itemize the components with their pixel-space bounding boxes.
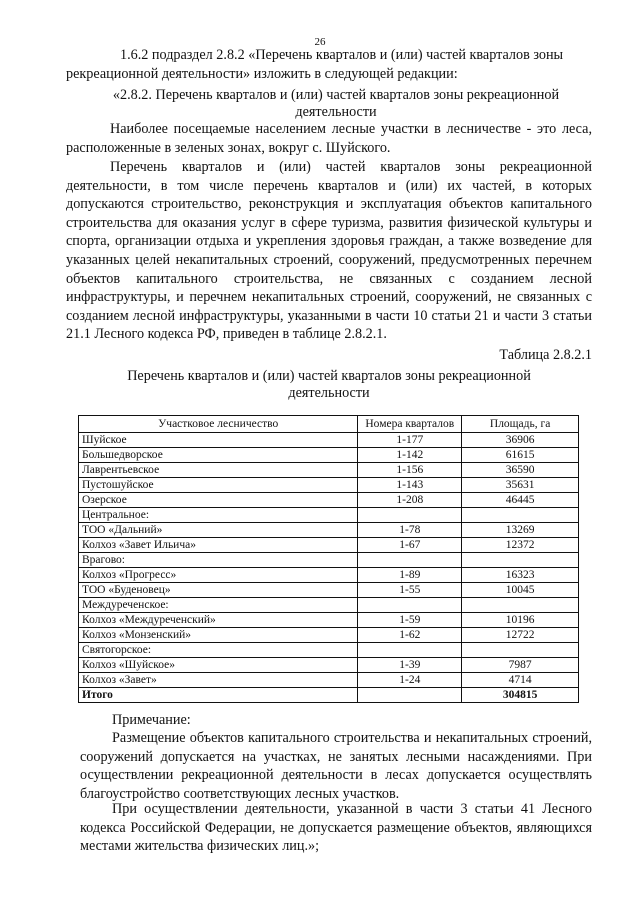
cell-forestry: Колхоз «Междуреченский»: [79, 613, 358, 628]
cell-quarters: 1-62: [358, 628, 462, 643]
table-row: [79, 568, 579, 583]
cell-quarters: [358, 553, 462, 568]
cell-area: 36590: [462, 463, 579, 478]
cell-quarters: 1-39: [358, 658, 462, 673]
header-quarters: Номера кварталов: [358, 416, 462, 433]
table-title: Перечень кварталов и (или) частей кварталов зоны рекреационной: [127, 368, 531, 384]
cell-forestry: Колхоз «Монзенский»: [79, 628, 358, 643]
paragraph-quarter-list: Перечень кварталов и (или) частей кварталов зоны рекреационной деятельности, в том числе перечень кварталов и (или) их частей, в которых допускаются строительство, реконструкция и эксплуатация объектов капитального строительства для оказания услуг в сфере туризма, развития физической культуры и спорта, организации отдыха и укрепления здоровья граждан, а также возведение для указанных целей некапитальных строений, сооружений, предусмотренных перечнем объектов капитального строительства, не связанных с созданием лесной инфраструктуры, и перечнем некапитальных строений, сооружений, не связанных с созданием лесной инфраструктуры, указанными в части 10 статьи 21 и части 3 статьи 21.1 Лесного кодекса РФ, приведен в таблице 2.8.2.1.: [66, 159, 592, 343]
cell-forestry: Пустошуйское: [79, 478, 358, 493]
table-header-row: [79, 416, 579, 433]
header-area: Площадь, га: [462, 416, 579, 433]
cell-quarters: 1-67: [358, 538, 462, 553]
table-total-row: [79, 688, 579, 703]
cell-forestry: Колхоз «Прогресс»: [79, 568, 358, 583]
cell-area: [462, 643, 579, 658]
note-text: Размещение объектов капитального строительства и некапитальных строений, сооружений допускается на участках, не занятых лесными насаждениями. При осуществлении рекреационной деятельности в лесах допускается осуществлять благоустройство соответствующих лесных участков.: [80, 730, 592, 802]
recreation-zone-table: [78, 415, 579, 703]
table-row: [79, 628, 579, 643]
cell-area: 304815: [462, 688, 579, 703]
table-section-row: [79, 598, 579, 613]
note-label: Примечание:: [112, 712, 191, 728]
cell-forestry: Колхоз «Завет Ильича»: [79, 538, 358, 553]
cell-area: 16323: [462, 568, 579, 583]
cell-area: 36906: [462, 433, 579, 448]
final-paragraph: При осуществлении деятельности, указанной в части 3 статьи 41 Лесного кодекса Российской Федерации, не допускается размещение объектов, являющихся местами жительства физических лиц.»;: [80, 801, 592, 855]
cell-area: 35631: [462, 478, 579, 493]
cell-forestry: ТОО «Буденовец»: [79, 583, 358, 598]
cell-quarters: 1-89: [358, 568, 462, 583]
cell-quarters: [358, 643, 462, 658]
cell-area: 10196: [462, 613, 579, 628]
table-row: [79, 613, 579, 628]
cell-forestry: Междуреченское:: [79, 598, 358, 613]
cell-quarters: 1-208: [358, 493, 462, 508]
cell-quarters: 1-143: [358, 478, 462, 493]
intro-line-1: 1.6.2 подраздел 2.8.2 «Перечень кварталов и (или) частей кварталов зоны: [120, 47, 564, 63]
cell-quarters: [358, 688, 462, 703]
cell-forestry: Колхоз «Шуйское»: [79, 658, 358, 673]
intro-line-2: рекреационной деятельности» изложить в следующей редакции:: [66, 66, 458, 82]
table-row: [79, 478, 579, 493]
cell-quarters: 1-78: [358, 523, 462, 538]
cell-forestry: Врагово:: [79, 553, 358, 568]
table-section-row: [79, 643, 579, 658]
cell-area: 61615: [462, 448, 579, 463]
cell-forestry: Озерское: [79, 493, 358, 508]
cell-forestry: Центральное:: [79, 508, 358, 523]
cell-forestry: Большедворское: [79, 448, 358, 463]
section-heading-cont: деятельности: [295, 104, 377, 120]
table-section-row: [79, 553, 579, 568]
cell-quarters: [358, 598, 462, 613]
cell-quarters: 1-59: [358, 613, 462, 628]
table-row: [79, 673, 579, 688]
table-row: [79, 538, 579, 553]
table-title-cont: деятельности: [288, 385, 370, 401]
cell-forestry: Итого: [79, 688, 358, 703]
cell-area: [462, 598, 579, 613]
cell-area: 46445: [462, 493, 579, 508]
cell-forestry: Шуйское: [79, 433, 358, 448]
table-row: [79, 493, 579, 508]
cell-area: 7987: [462, 658, 579, 673]
cell-quarters: 1-142: [358, 448, 462, 463]
cell-quarters: 1-24: [358, 673, 462, 688]
cell-quarters: 1-177: [358, 433, 462, 448]
cell-area: 10045: [462, 583, 579, 598]
cell-quarters: 1-55: [358, 583, 462, 598]
paragraph-visited-forests: Наиболее посещаемые населением лесные участки в лесничестве - это леса, расположенные в зеленых зонах, вокруг с. Шуйского.: [66, 121, 592, 156]
table-row: [79, 463, 579, 478]
cell-area: [462, 553, 579, 568]
cell-quarters: 1-156: [358, 463, 462, 478]
cell-forestry: ТОО «Дальний»: [79, 523, 358, 538]
header-forestry: Участковое лесничество: [79, 416, 358, 433]
cell-forestry: Колхоз «Завет»: [79, 673, 358, 688]
cell-forestry: Лаврентьевское: [79, 463, 358, 478]
cell-area: 4714: [462, 673, 579, 688]
cell-area: 13269: [462, 523, 579, 538]
cell-area: [462, 508, 579, 523]
section-heading: «2.8.2. Перечень кварталов и (или) частей кварталов зоны рекреационной: [112, 87, 560, 103]
cell-area: 12722: [462, 628, 579, 643]
table-row: [79, 583, 579, 598]
table-label: Таблица 2.8.2.1: [499, 347, 592, 363]
table-section-row: [79, 508, 579, 523]
cell-quarters: [358, 508, 462, 523]
table-row: [79, 448, 579, 463]
table-row: [79, 658, 579, 673]
cell-forestry: Святогорское:: [79, 643, 358, 658]
page-number: 26: [314, 36, 326, 48]
table-row: [79, 523, 579, 538]
cell-area: 12372: [462, 538, 579, 553]
table-row: [79, 433, 579, 448]
